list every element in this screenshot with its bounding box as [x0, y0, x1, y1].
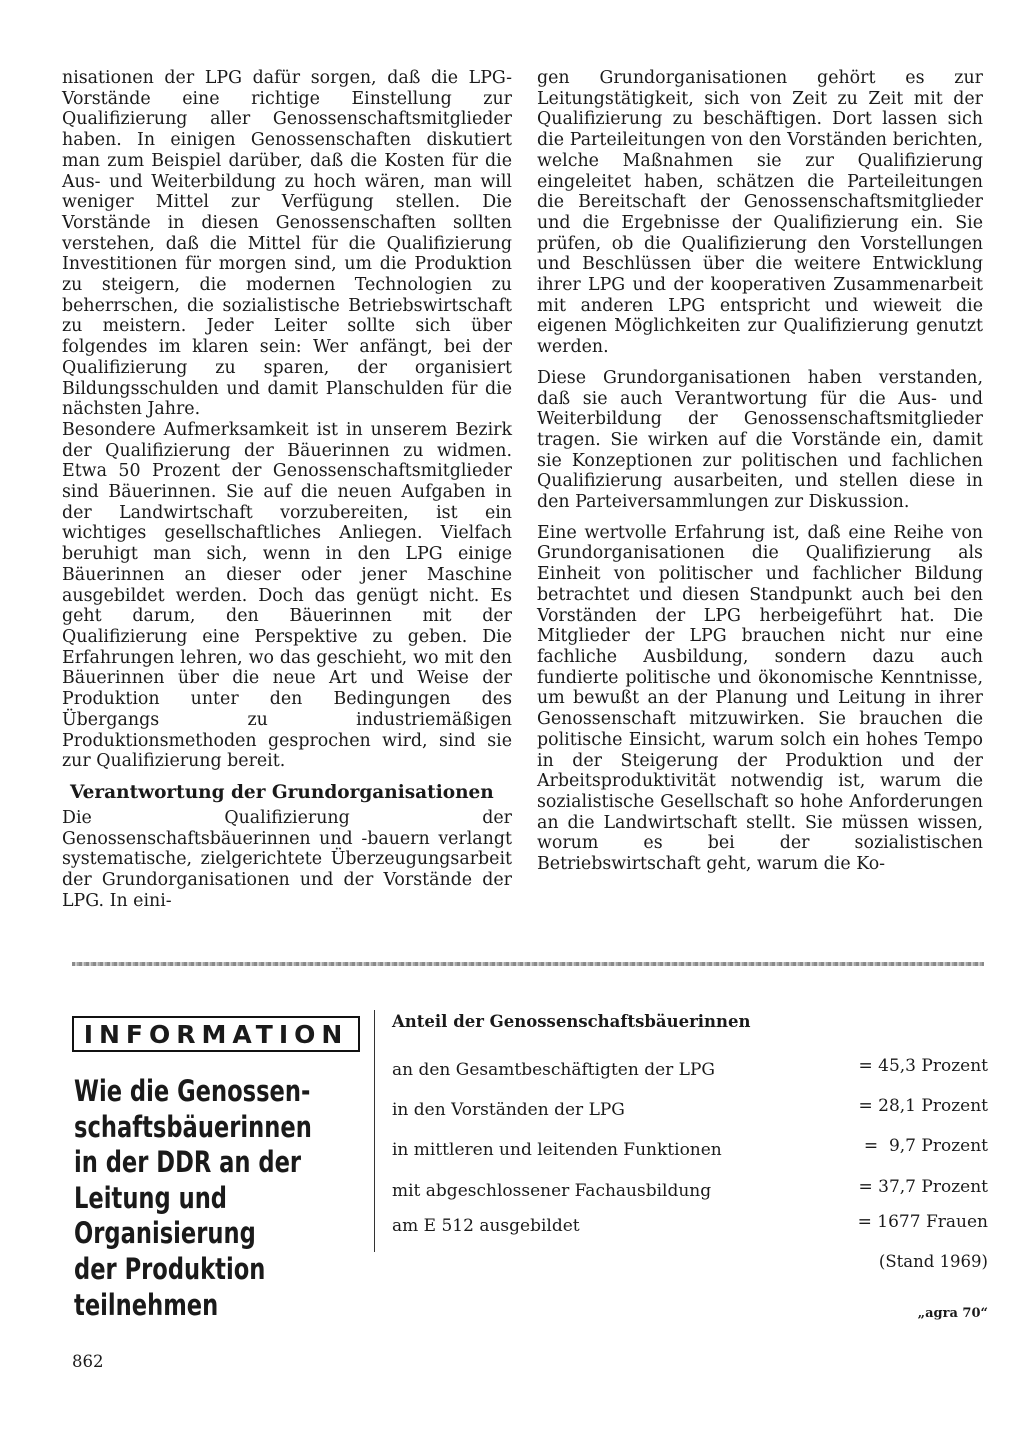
- stats-date-note: (Stand 1969): [878, 1252, 988, 1271]
- right-column: [537, 68, 983, 875]
- stat-value: = 28,1 Prozent: [858, 1096, 988, 1116]
- stat-value: = 37,7 Prozent: [858, 1177, 988, 1197]
- information-label: INFORMATION: [83, 1020, 349, 1049]
- vertical-rule: [374, 1010, 375, 1252]
- information-headline: [74, 1074, 312, 1323]
- stat-value: = 9,7 Prozent: [863, 1136, 988, 1156]
- stat-label: mit abgeschlossener Fachausbildung: [392, 1181, 712, 1201]
- page-number: 862: [72, 1352, 104, 1371]
- headline-line: teilnehmen: [74, 1287, 219, 1322]
- headline-line: Leitung und: [74, 1180, 228, 1215]
- headline-line: Organisierung: [74, 1216, 256, 1251]
- headline-line: Wie die Genossen-: [74, 1074, 311, 1108]
- stat-label: in mittleren und leitenden Funktionen: [392, 1140, 722, 1160]
- section-divider: [72, 962, 984, 966]
- stats-title: Anteil der Genossenschaftsbäuerinnen: [392, 1012, 751, 1031]
- information-label-box: [72, 1016, 360, 1052]
- stats-source: „agra 70“: [917, 1306, 988, 1321]
- section-heading: Verantwortung der Grundorganisationen: [70, 781, 494, 803]
- stat-label: an den Gesamtbeschäftigten der LPG: [392, 1060, 715, 1080]
- headline-line: in der DDR an der: [74, 1145, 302, 1180]
- stat-value: = 1677 Frauen: [857, 1212, 988, 1232]
- left-paragraph-2: Besondere Aufmerksamkeit ist in unserem Bezirk der Qualifizierung der Bäuerinnen zu widmen. Etwa 50 Prozent der Genossenschaftsmitglieder sind Bäuerinnen. Sie auf die neuen Aufgaben in der Landwirtschaft vorzubereiten, ist ein wichtiges gesellschaftliches Anliegen. Vielfach beruhigt man sich, wenn in den LPG einige Bäuerinnen an dieser oder jener Maschine ausgebildet werden. Doch das genügt nicht. Es geht darum, den Bäuerinnen mit der Qualifizierung eine Perspektive zu geben. Die Erfahrungen lehren, wo das geschieht, wo mit den Bäuerinnen über die neue Art und Weise der Produktion unter den Bedingungen des Übergangs zu industriemäßigen Produktionsmethoden gesprochen wird, sind sie zur Qualifizierung bereit.: [62, 419, 512, 772]
- right-paragraph-1: gen Grundorganisationen gehört es zur Leitungstätigkeit, sich von Zeit zu Zeit mit der Qualifizierung zu beschäftigen. Dort lassen sich die Parteileitungen von den Vorständen berichten, welche Maßnahmen sie zur Qualifizierung eingeleitet haben, schätzen die Parteileitungen die Bereitschaft der Genossenschaftsmitglieder und die Ergebnisse der Qualifizierung ein. Sie prüfen, ob die Qualifizierung den Vorstellungen und Beschlüssen über die weitere Entwicklung ihrer LPG und der kooperativen Zusammenarbeit mit anderen LPG entspricht und wieweit die eigenen Möglichkeiten zur Qualifizierung genutzt werden.: [537, 68, 983, 358]
- right-paragraph-2: Diese Grundorganisationen haben verstanden, daß sie auch Verantwortung für die Aus- und Weiterbildung der Genossenschaftsmitglieder tragen. Sie wirken auf die Vorstände ein, damit sie Konzeptionen zur politischen und fachlichen Qualifizierung ausarbeiten, und stellen diese in den Parteiversammlungen zur Diskussion.: [537, 367, 983, 513]
- left-column: [62, 68, 512, 911]
- headline-line: schaftsbäuerinnen: [74, 1109, 312, 1144]
- left-paragraph-3: Die Qualifizierung der Genossenschaftsbäuerinnen und -bauern verlangt systematische, zielgerichtete Überzeugungsarbeit der Grundorganisationen und der Vorstände der LPG. In eini-: [62, 807, 512, 911]
- stat-label: am E 512 ausgebildet: [392, 1216, 580, 1236]
- stat-label: in den Vorständen der LPG: [392, 1100, 625, 1120]
- left-paragraph-1: nisationen der LPG dafür sorgen, daß die LPG-Vorstände eine richtige Einstellung zur Qualifizierung aller Genossenschaftsmitglieder haben. In einigen Genossenschaften diskutiert man zum Beispiel darüber, daß die Kosten für die Aus- und Weiterbildung zu hoch wären, man will weniger Mittel zur Verfügung stellen. Die Vorstände in diesen Genossenschaften sollten verstehen, daß die Mittel für die Qualifizierung Investitionen für morgen sind, um die Produktion zu steigern, die modernen Technologien zu beherrschen, die sozialistische Betriebswirtschaft zu meistern. Jeder Leiter sollte sich über folgendes im klaren sein: Wer anfängt, bei der Qualifizierung zu sparen, der organisiert Bildungsschulden und damit Planschulden für die nächsten Jahre.: [62, 68, 512, 420]
- stat-value: = 45,3 Prozent: [858, 1056, 988, 1076]
- headline-line: der Produktion: [74, 1251, 266, 1286]
- right-paragraph-3: Eine wertvolle Erfahrung ist, daß eine Reihe von Grundorganisationen die Qualifizierung als Einheit von politischer und fachlicher Bildung betrachtet und diesen Standpunkt auch bei den Vorständen der LPG herbeigeführt hat. Die Mitglieder der LPG brauchen nicht nur eine fachliche Ausbildung, sondern dazu auch fundierte politische und ökonomische Kenntnisse, um bewußt an der Planung und Leitung in ihrer Genossenschaft mitzuwirken. Sie brauchen die politische Einsicht, warum solch ein hohes Tempo in der Steigerung der Produktion und der Arbeitsproduktivität notwendig ist, warum die sozialistische Gesellschaft so hohe Anforderungen an die Landwirtschaft stellt. Sie müssen wissen, worum es bei der sozialistischen Betriebswirtschaft geht, warum die Ko-: [537, 522, 983, 875]
